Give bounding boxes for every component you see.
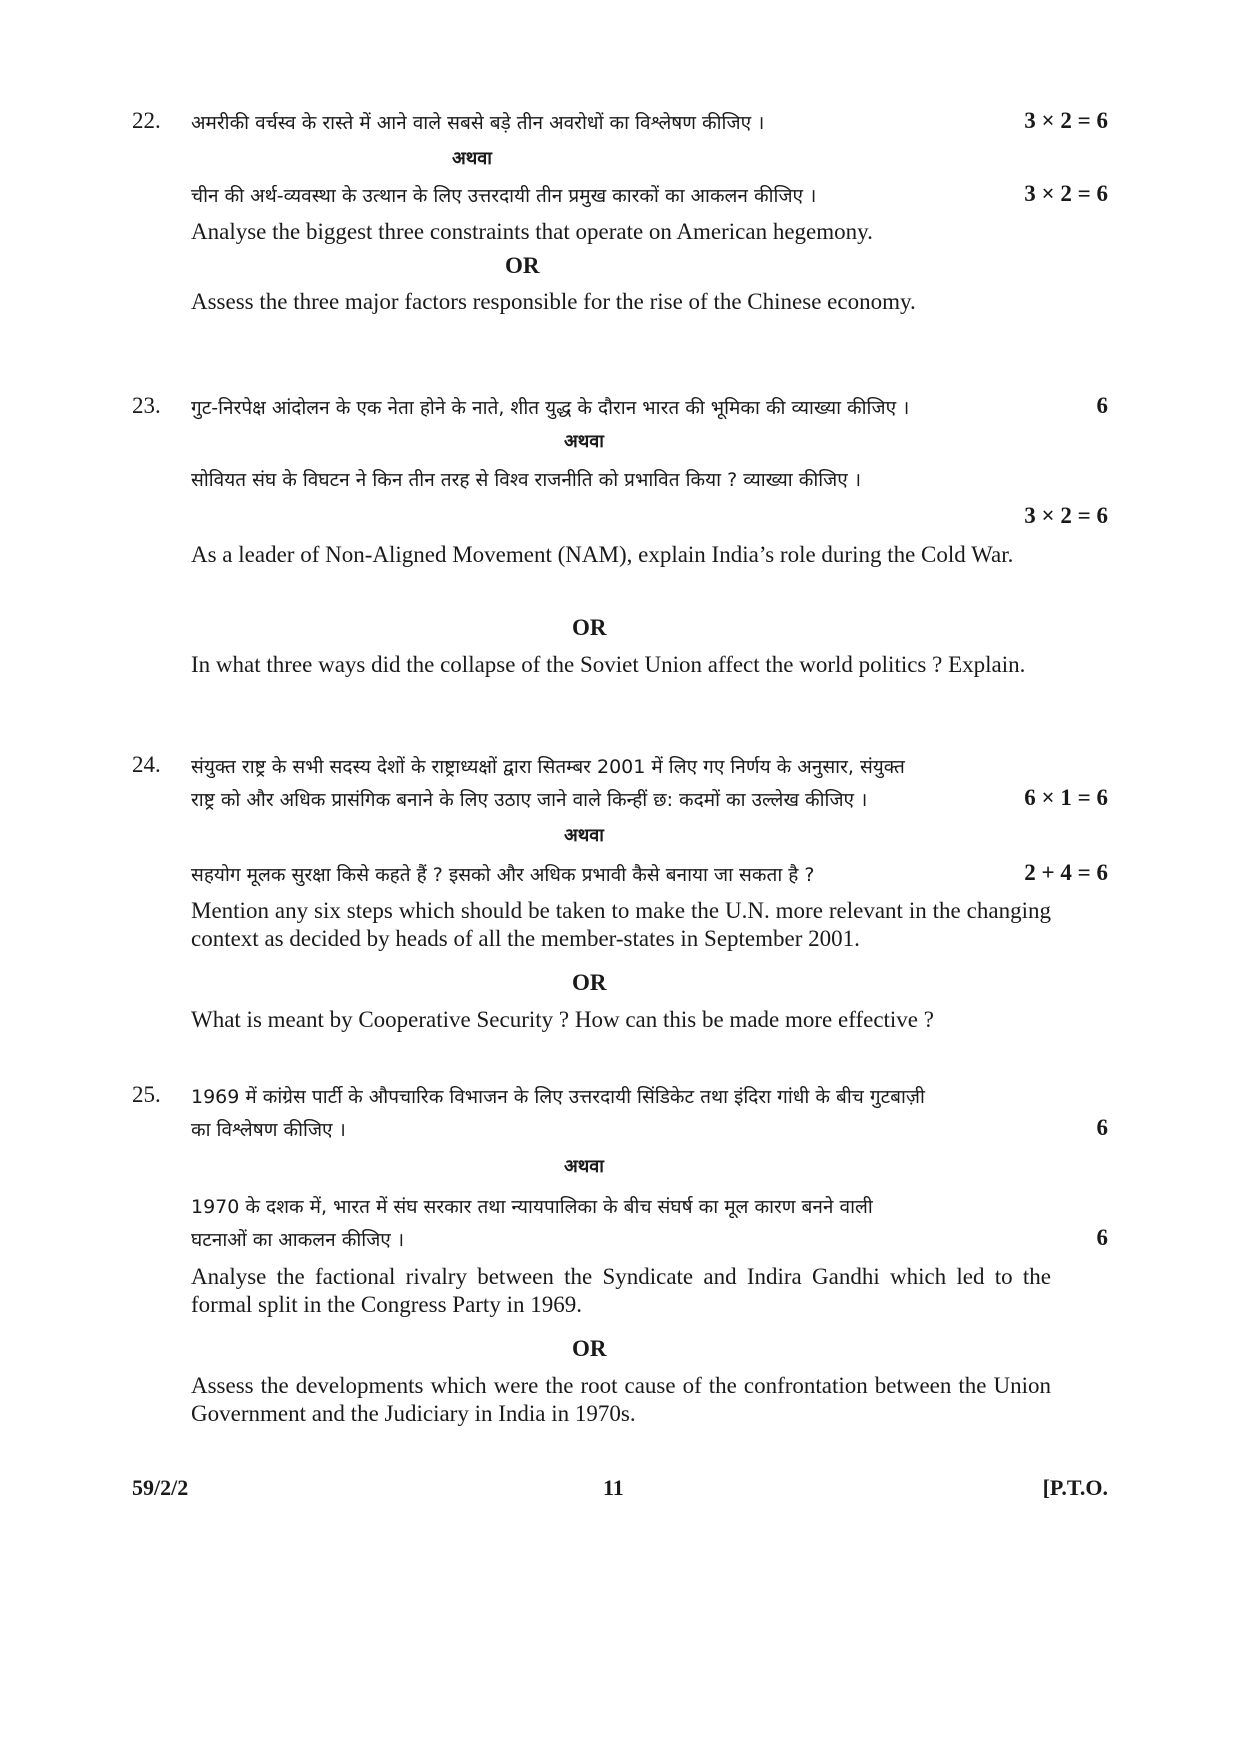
english-alternative: Assess the developments which were the root cause of the confrontation between the Union Government and the Judiciary in India in 1970s. [191,1373,1051,1426]
pto-label: [P.T.O. [1042,1475,1108,1500]
or-english: OR [505,253,540,278]
hindi-alternative-line-1: 1970 के दशक में, भारत में संघ सरकार तथा न्यायपालिका के बीच संघर्ष का मूल कारण बनने वाली [191,1196,873,1218]
question-number: 23. [132,393,161,418]
marks: 6 [1096,1225,1108,1250]
hindi-alternative: चीन की अर्थ-व्यवस्था के उत्थान के लिए उत्तरदायी तीन प्रमुख कारकों का आकलन कीजिए । [191,185,817,207]
page-number: 11 [603,1475,624,1500]
english-question: Analyse the biggest three constraints that operate on American hegemony. [191,219,873,244]
english-alternative: In what three ways did the collapse of the Soviet Union affect the world politics ? Explain. [191,652,1026,677]
hindi-question-line-2: राष्ट्र को और अधिक प्रासंगिक बनाने के लिए उठाए जाने वाले किन्हीं छ: कदमों का उल्लेख कीजिए । [191,789,868,811]
question-number: 22. [132,108,161,133]
or-hindi: अथवा [452,148,492,169]
hindi-question: अमरीकी वर्चस्व के रास्ते में आने वाले सबसे बड़े तीन अवरोधों का विश्लेषण कीजिए । [191,112,765,134]
or-hindi: अथवा [564,431,604,452]
or-english: OR [572,1336,607,1361]
hindi-alternative: सहयोग मूलक सुरक्षा किसे कहते हैं ? इसको और अधिक प्रभावी कैसे बनाया जा सकता है ? [191,864,815,886]
question-number: 25. [132,1082,161,1107]
english-alternative: Assess the three major factors responsible for the rise of the Chinese economy. [191,289,916,314]
hindi-question-line-2: का विश्लेषण कीजिए । [191,1119,346,1141]
marks: 2 + 4 = 6 [1024,860,1108,885]
or-english: OR [572,970,607,995]
or-hindi: अथवा [564,825,604,846]
hindi-question: गुट-निरपेक्ष आंदोलन के एक नेता होने के नाते, शीत युद्ध के दौरान भारत की भूमिका की व्याख्या कीजिए । [191,397,910,419]
marks: 3 × 2 = 6 [1024,181,1108,206]
paper-code: 59/2/2 [132,1475,189,1500]
marks: 3 × 2 = 6 [1024,108,1108,133]
english-question: Analyse the factional rivalry between the Syndicate and Indira Gandhi which led to the formal split in the Congress Party in 1969. [191,1264,1051,1317]
hindi-question-line-1: 1969 में कांग्रेस पार्टी के औपचारिक विभाजन के लिए उत्तरदायी सिंडिकेट तथा इंदिरा गांधी के बीच गुटबाज़ी [191,1086,925,1108]
or-hindi: अथवा [564,1156,604,1177]
marks: 6 × 1 = 6 [1024,785,1108,810]
hindi-question-line-1: संयुक्त राष्ट्र के सभी सदस्य देशों के राष्ट्राध्यक्षों द्वारा सितम्बर 2001 में लिए गए निर्णय के अनुसार, संयुक्त [191,756,905,778]
hindi-alternative: सोवियत संघ के विघटन ने किन तीन तरह से विश्व राजनीति को प्रभावित किया ? व्याख्या कीजिए । [191,469,862,491]
hindi-alternative-line-2: घटनाओं का आकलन कीजिए । [191,1229,405,1251]
or-english: OR [572,615,607,640]
english-alternative: What is meant by Cooperative Security ? How can this be made more effective ? [191,1007,934,1032]
question-number: 24. [132,752,161,777]
marks: 6 [1096,1115,1108,1140]
english-question: Mention any six steps which should be taken to make the U.N. more relevant in the changing context as decided by heads of all the member-states in September 2001. [191,898,1051,951]
marks: 3 × 2 = 6 [1024,503,1108,528]
marks: 6 [1096,393,1108,418]
english-question: As a leader of Non-Aligned Movement (NAM), explain India’s role during the Cold War. [191,542,1014,567]
